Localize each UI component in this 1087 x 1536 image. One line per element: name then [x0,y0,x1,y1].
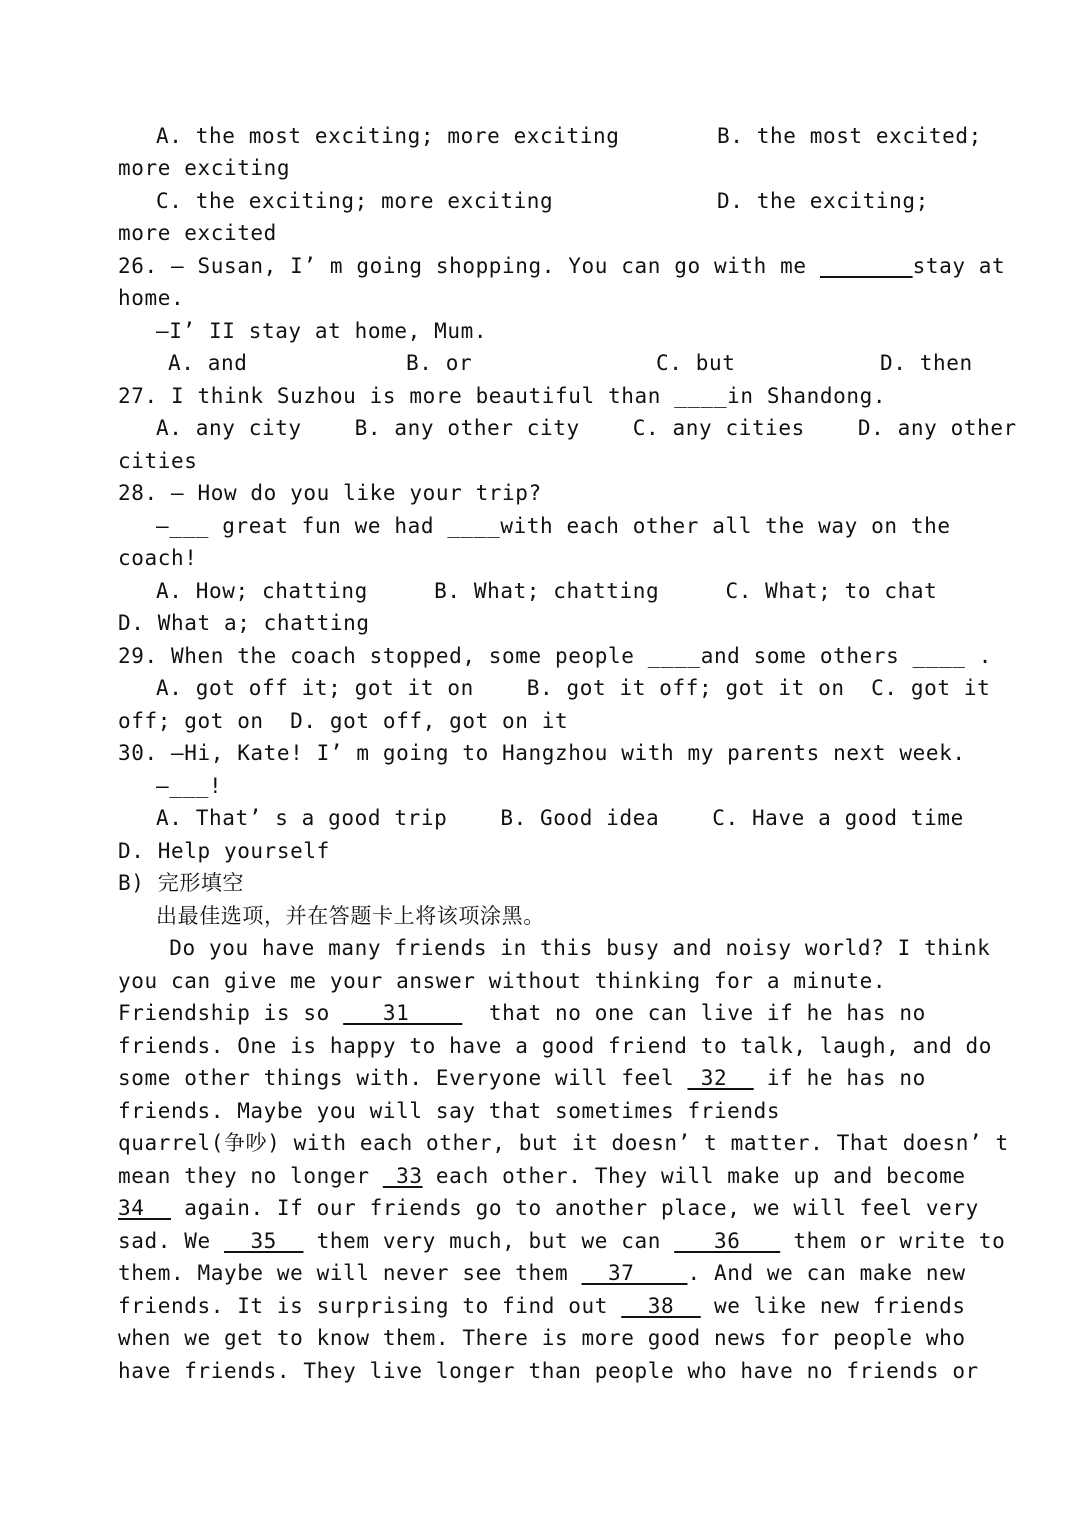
passage-line-3 [118,998,926,1028]
blank-35: 35 [223,1229,304,1253]
q26-stem [118,251,1005,281]
q25-option-b-continued: more exciting [118,156,291,180]
q26-option-c: C. but [656,351,736,375]
q27-options-continued: cities [118,449,198,473]
q25-option-c: C. the exciting; more exciting [156,189,554,213]
q30-reply: —___! [156,774,223,798]
blank-38: 38 [621,1294,701,1318]
passage-text: sad. We [118,1229,224,1253]
q25-option-b: B. the most excited; [717,124,982,148]
section-b-instruction: 出最佳选项，并在答题卡上将该项涂黑。 [156,904,545,928]
q28-stem: 28. — How do you like your trip? [118,481,542,505]
passage-line-5 [118,1063,926,1093]
q26-option-a: A. and [168,351,248,375]
q29-options-continued: off; got on D. got off, got on it [118,709,569,733]
passage-text: them very much, but we can [303,1229,675,1253]
blank-34: 34 [118,1196,171,1220]
passage-line-1: Do you have many friends in this busy and noisy world? I think [156,936,991,960]
passage-text: them. Maybe we will never see them [118,1261,582,1285]
blank-37: 37 [581,1261,688,1285]
passage-line-6: friends. Maybe you will say that sometimes friends [118,1099,781,1123]
passage-line-14: have friends. They live longer than people who have no friends or [118,1359,979,1383]
q26-option-d: D. then [880,351,973,375]
blank-31: 31 [343,1001,463,1025]
q26-stem-text: 26. — Susan, I’ m going shopping. You can go with me [118,254,820,278]
section-b-heading: B) 完形填空 [118,871,245,895]
q26-blank [820,254,913,278]
passage-text: that no one can live if he has no [462,1001,926,1025]
q28-reply: —___ great fun we had ____with each other all the way on the [156,514,951,538]
passage-line-11 [118,1258,966,1288]
q26-option-b: B. or [406,351,473,375]
passage-text: some other things with. Everyone will feel [118,1066,688,1090]
passage-text: mean they no longer [118,1164,383,1188]
blank-36: 36 [674,1229,781,1253]
q28-reply-continued: coach! [118,546,198,570]
blank-33: 33 [382,1164,423,1188]
q28-options: A. How; chatting B. What; chatting C. What; to chat [156,579,938,603]
q30-options: A. That’ s a good trip B. Good idea C. Have a good time [156,806,964,830]
passage-text: them or write to [780,1229,1006,1253]
passage-text: Friendship is so [118,1001,344,1025]
q26-reply: —I’ II stay at home, Mum. [156,319,488,343]
passage-line-10 [118,1226,1005,1256]
passage-text: each other. They will make up and become [422,1164,966,1188]
q26-stem-continued: home. [118,286,185,310]
q25-option-d: D. the exciting; [717,189,929,213]
q27-options: A. any city B. any other city C. any cities D. any other [156,416,1017,440]
passage-line-8 [118,1161,966,1191]
passage-line-7: quarrel(争吵) with each other, but it doesn’ t matter. That doesn’ t [118,1131,1009,1155]
passage-text: again. If our friends go to another place, we will feel very [170,1196,979,1220]
passage-text: if he has no [753,1066,926,1090]
q30-stem: 30. —Hi, Kate! I’ m going to Hangzhou with my parents next week. [118,741,966,765]
q29-options: A. got off it; got it on B. got it off; got it on C. got it [156,676,991,700]
q25-option-a: A. the most exciting; more exciting [156,124,620,148]
passage-text: we like new friends [700,1294,966,1318]
passage-text: friends. It is surprising to find out [118,1294,622,1318]
passage-line-13: when we get to know them. There is more good news for people who [118,1326,966,1350]
blank-32: 32 [687,1066,754,1090]
q25-option-d-continued: more excited [118,221,277,245]
q29-stem: 29. When the coach stopped, some people ____and some others ____ . [118,644,993,668]
q26-stem-tail: stay at [912,254,1006,278]
passage-line-2: you can give me your answer without thinking for a minute. [118,969,887,993]
q30-options-continued: D. Help yourself [118,839,330,863]
passage-line-9 [118,1193,979,1223]
q27-stem: 27. I think Suzhou is more beautiful than ____in Shandong. [118,384,887,408]
passage-text: . And we can make new [687,1261,966,1285]
passage-line-12 [118,1291,966,1321]
q28-options-continued: D. What a; chatting [118,611,370,635]
passage-line-4: friends. One is happy to have a good friend to talk, laugh, and do [118,1034,993,1058]
